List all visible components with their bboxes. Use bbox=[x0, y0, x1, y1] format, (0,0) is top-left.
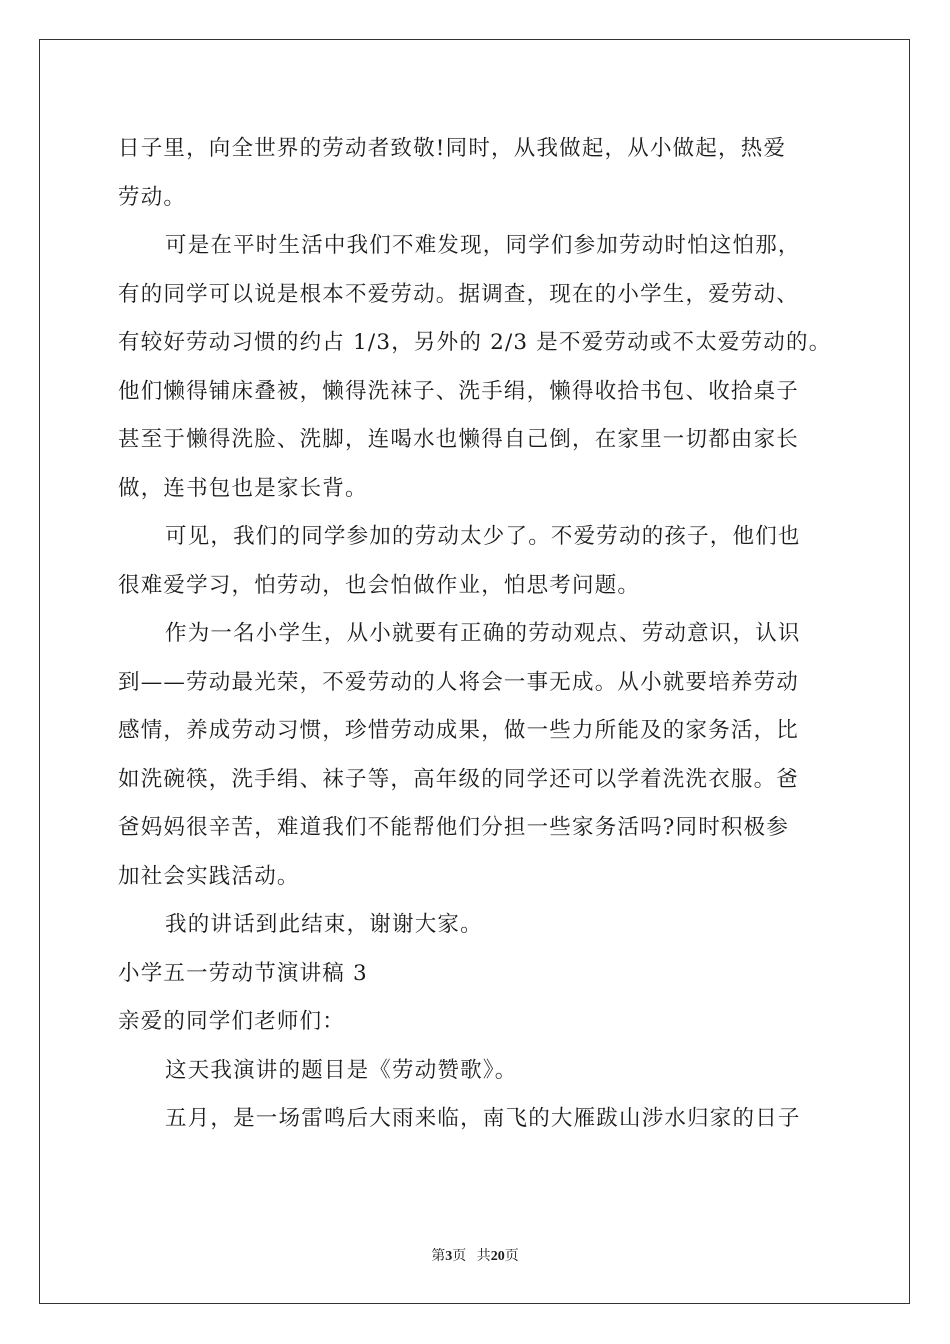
text-line: 这天我演讲的题目是《劳动赞歌》。 bbox=[165, 1057, 518, 1083]
text-line: 有的同学可以说是根本不爱劳动。据调查，现在的小学生，爱劳动、 bbox=[118, 281, 800, 307]
text-line: 很难爱学习，怕劳动，也会怕做作业，怕思考问题。 bbox=[118, 572, 641, 598]
text-line: 加社会实践活动。 bbox=[118, 863, 300, 889]
text-line: 做，连书包也是家长背。 bbox=[118, 475, 368, 501]
total-prefix: 共 bbox=[476, 1249, 491, 1264]
document-body bbox=[118, 125, 838, 1144]
text-line: 可见，我们的同学参加的劳动太少了。不爱劳动的孩子，他们也 bbox=[165, 524, 801, 549]
text-line: 他们懒得铺床叠被，懒得洗袜子、洗手绢，懒得收拾书包、收拾桌子 bbox=[118, 378, 800, 404]
text-line: 我的讲话到此结束，谢谢大家。 bbox=[165, 912, 483, 937]
text-line: 甚至于懒得洗脸、洗脚，连喝水也懒得自己倒，在家里一切都由家长 bbox=[118, 427, 800, 452]
section-heading: 小学五一劳动节演讲稿 3 bbox=[118, 960, 368, 986]
text-line: 可是在平时生活中我们不难发现，同学们参加劳动时怕这怕那， bbox=[165, 233, 801, 258]
text-line: 劳动。 bbox=[118, 184, 187, 210]
text-line: 日子里，向全世界的劳动者致敬!同时，从我做起，从小做起，热爱 bbox=[118, 136, 787, 161]
text-line: 爸妈妈很辛苦，难道我们不能帮他们分担一些家务活吗?同时积极参 bbox=[118, 815, 790, 840]
text-line: 如洗碗筷，洗手绢、袜子等，高年级的同学还可以学着洗洗衣服。爸 bbox=[118, 766, 800, 792]
total-unit: 页 bbox=[504, 1249, 519, 1264]
salutation: 亲爱的同学们老师们： bbox=[118, 1009, 346, 1034]
text-line: 感情，养成劳动习惯，珍惜劳动成果，做一些力所能及的家务活，比 bbox=[118, 718, 800, 743]
text-line: 五月，是一场雷鸣后大雨来临，南飞的大雁跋山涉水归家的日子 bbox=[165, 1106, 801, 1131]
text-line: 到——劳动最光荣，不爱劳动的人将会一事无成。从小就要培养劳动 bbox=[118, 669, 800, 695]
page-number-total: 20 bbox=[490, 1249, 505, 1264]
text-line: 作为一名小学生，从小就要有正确的劳动观点、劳动意识，认识 bbox=[165, 621, 801, 646]
page-prefix: 第 bbox=[431, 1249, 446, 1264]
page-footer bbox=[0, 1247, 950, 1267]
text-line: 有较好劳动习惯的约占 1/3，另外的 2/3 是不爱劳动或不太爱劳动的。 bbox=[118, 330, 832, 355]
page-unit: 页 bbox=[452, 1249, 467, 1264]
page-number-current: 3 bbox=[445, 1249, 453, 1264]
